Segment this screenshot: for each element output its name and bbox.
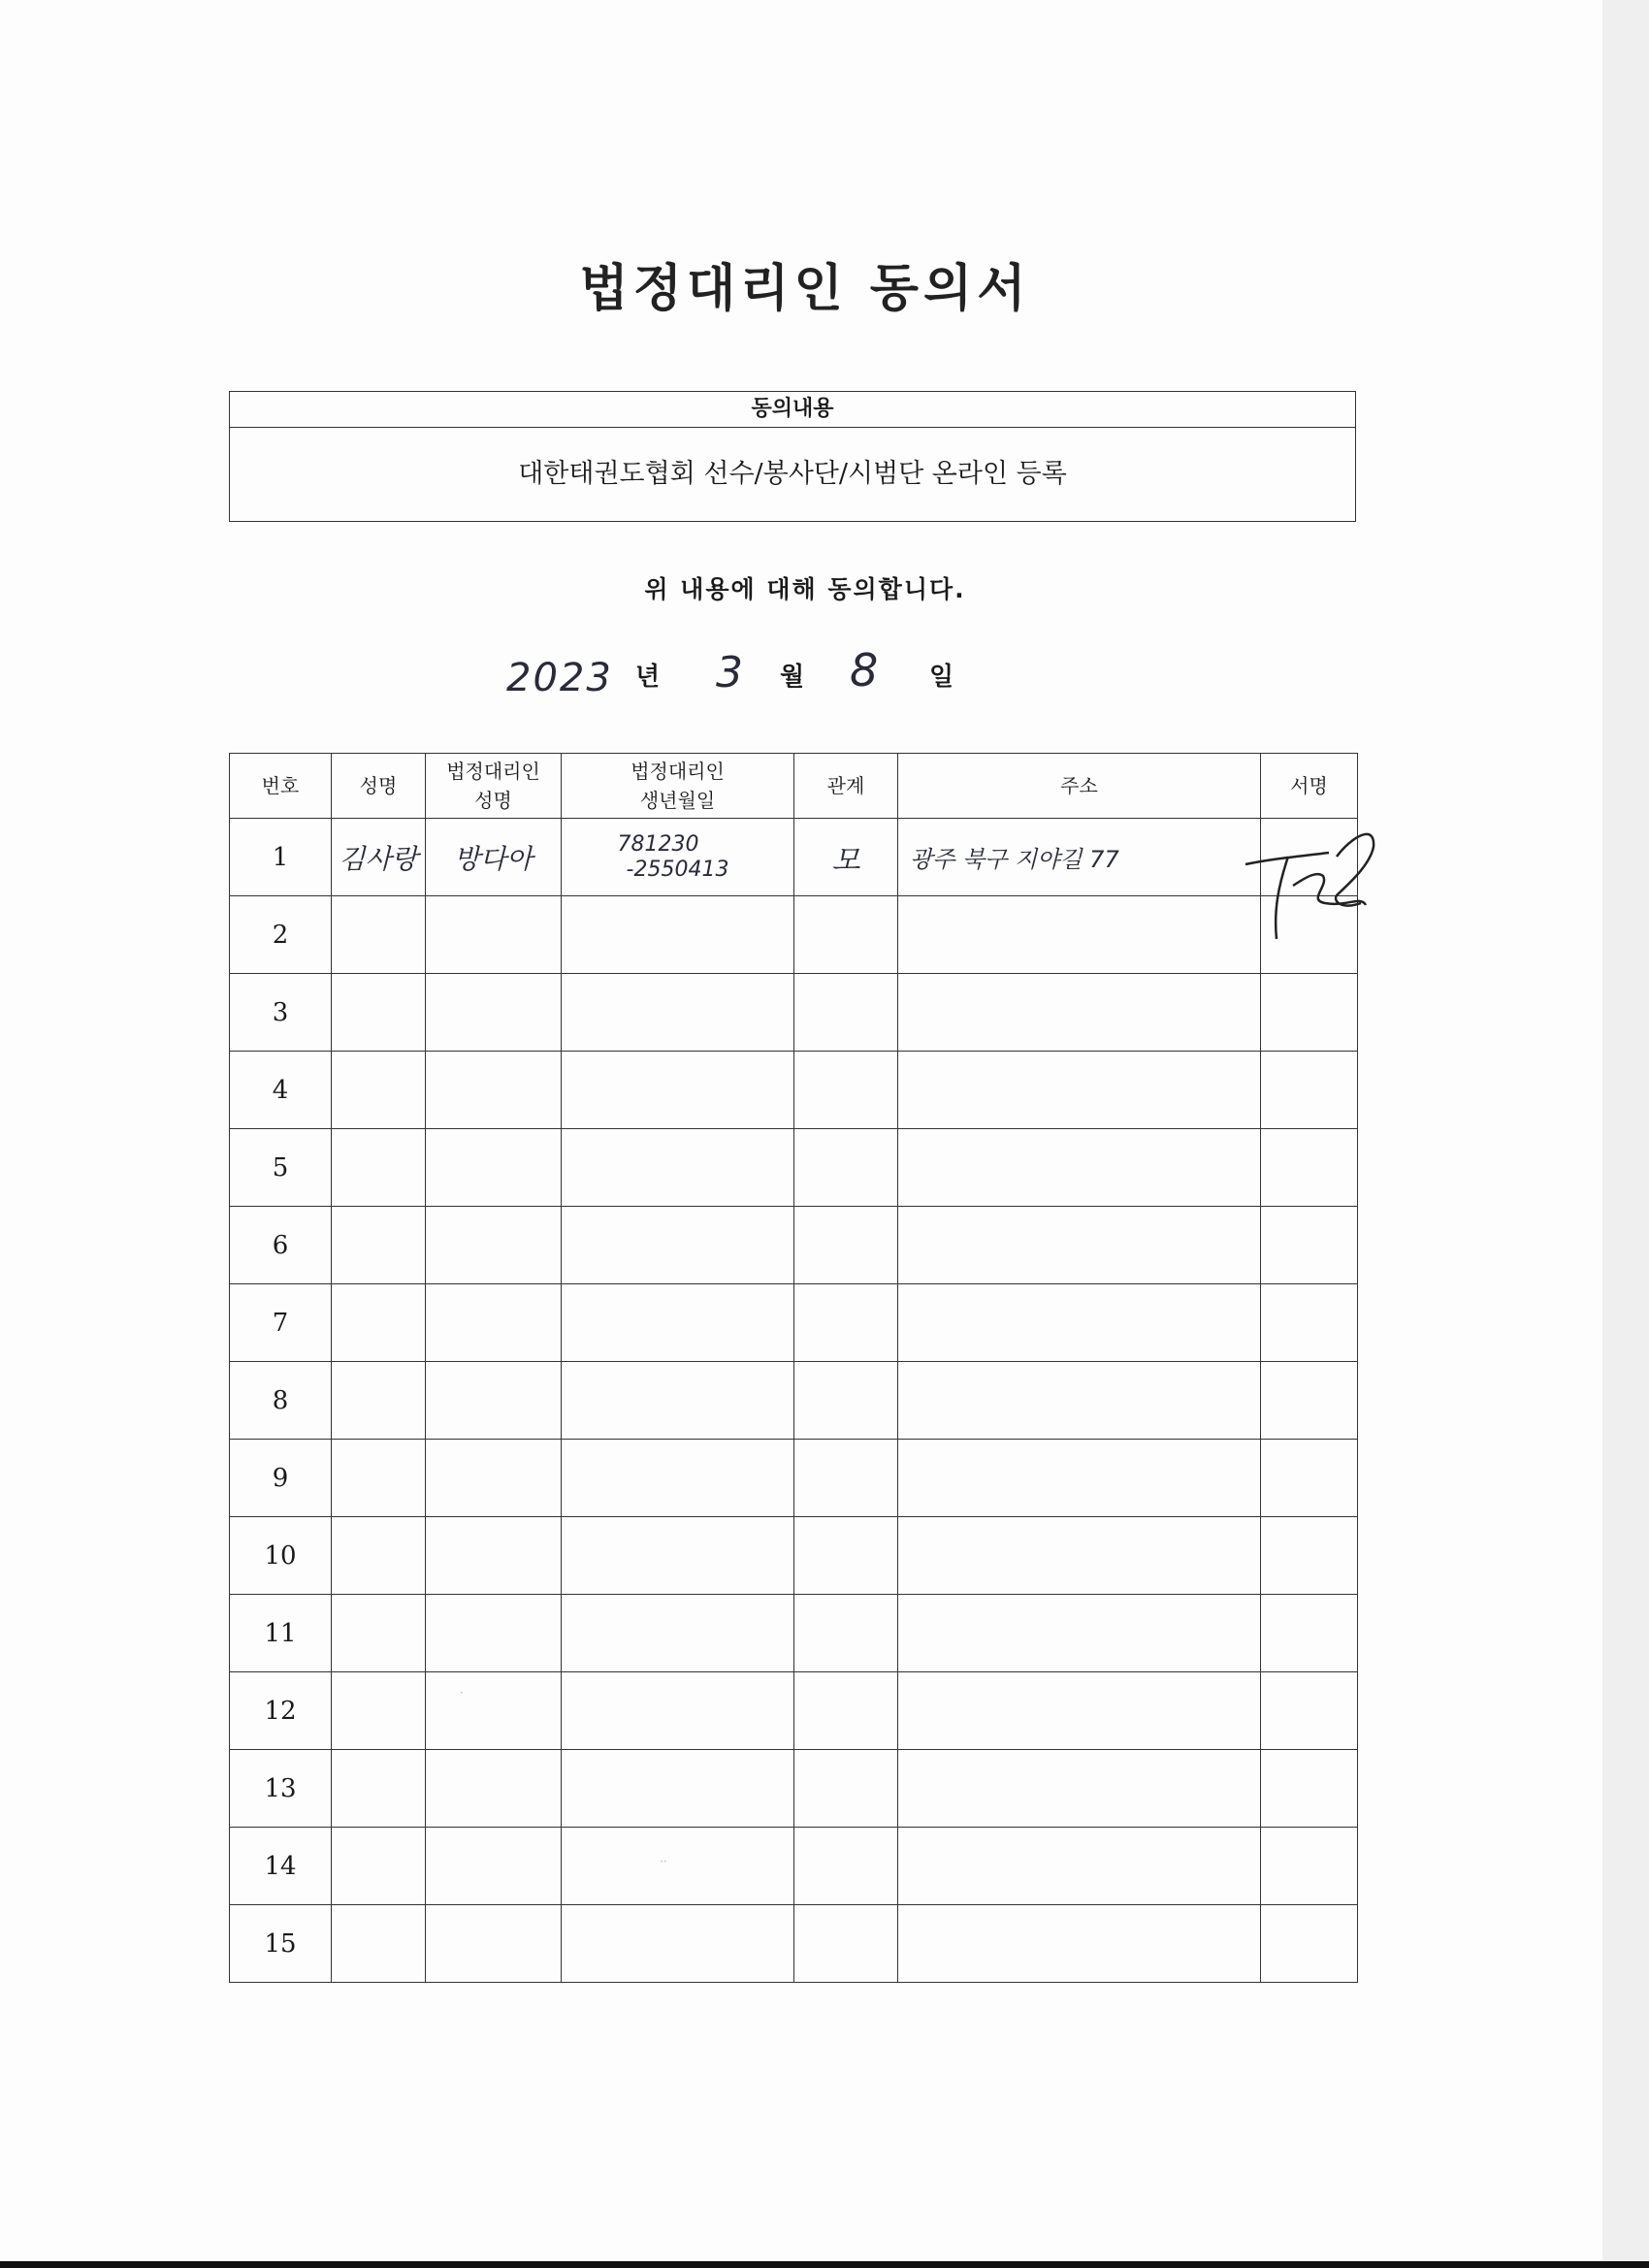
date-day-label: 일 xyxy=(929,663,954,692)
cell-address xyxy=(898,1750,1261,1828)
cell-address xyxy=(898,1362,1261,1440)
cell-signature xyxy=(1261,1207,1358,1284)
cell-relation xyxy=(794,1672,898,1750)
cell-signature xyxy=(1261,974,1358,1052)
cell-guardian-birthdate xyxy=(562,1595,794,1672)
table-row xyxy=(230,1905,1358,1983)
table-row xyxy=(230,896,1358,974)
row-number: 4 xyxy=(230,1052,332,1129)
col-header-guardian-name: 법정대리인 성명 xyxy=(426,754,562,819)
cell-relation xyxy=(794,1052,898,1129)
row-number: 13 xyxy=(230,1750,332,1828)
cell-signature xyxy=(1261,1052,1358,1129)
row-number: 3 xyxy=(230,974,332,1052)
row-number: 6 xyxy=(230,1207,332,1284)
cell-signature xyxy=(1261,1440,1358,1517)
table-row xyxy=(230,1362,1358,1440)
cell-signature xyxy=(1261,1828,1358,1905)
cell-guardian-name xyxy=(426,1750,562,1828)
cell-relation xyxy=(794,1828,898,1905)
cell-name xyxy=(332,1517,426,1595)
table-row xyxy=(230,819,1358,896)
cell-guardian-name xyxy=(426,1905,562,1983)
cell-name xyxy=(332,1440,426,1517)
cell-guardian-birthdate xyxy=(562,1672,794,1750)
cell-name xyxy=(332,1750,426,1828)
table-body xyxy=(230,819,1358,1983)
cell-guardian-birthdate xyxy=(562,896,794,974)
cell-signature xyxy=(1261,1129,1358,1207)
cell-relation xyxy=(794,1129,898,1207)
row-number: 10 xyxy=(230,1517,332,1595)
col-header-address: 주소 xyxy=(898,754,1261,819)
cell-signature xyxy=(1261,1905,1358,1983)
cell-guardian-birthdate xyxy=(562,819,794,896)
cell-guardian-name xyxy=(426,974,562,1052)
cell-guardian-birthdate xyxy=(562,1362,794,1440)
cell-relation xyxy=(794,1750,898,1828)
cell-guardian-name xyxy=(426,896,562,974)
date-month-handwritten: 3 xyxy=(716,648,743,697)
date-year-handwritten: 2023 xyxy=(506,656,613,700)
table-row xyxy=(230,1440,1358,1517)
row-number: 15 xyxy=(230,1905,332,1983)
cell-guardian-birthdate xyxy=(562,1828,794,1905)
row-number: 12 xyxy=(230,1672,332,1750)
consent-content: 대한태권도협회 선수/봉사단/시범단 온라인 등록 xyxy=(518,459,1067,489)
cell-name xyxy=(332,896,426,974)
cell-relation xyxy=(794,1517,898,1595)
cell-signature xyxy=(1261,1284,1358,1362)
table-row xyxy=(230,1284,1358,1362)
row-number: 9 xyxy=(230,1440,332,1517)
cell-name xyxy=(332,1828,426,1905)
cell-address xyxy=(898,1905,1261,1983)
table-header-row xyxy=(230,754,1358,819)
scan-edge xyxy=(1602,0,1649,2268)
cell-guardian-birthdate xyxy=(562,1052,794,1129)
cell-name xyxy=(332,1052,426,1129)
cell-relation xyxy=(794,896,898,974)
col-header-signature: 서명 xyxy=(1261,754,1358,819)
cell-guardian-name xyxy=(426,1362,562,1440)
cell-name xyxy=(332,1362,426,1440)
table-row xyxy=(230,1750,1358,1828)
cell-address xyxy=(898,1284,1261,1362)
consent-box xyxy=(229,391,1356,522)
cell-guardian-name xyxy=(426,1284,562,1362)
cell-guardian-name xyxy=(426,1595,562,1672)
table-row xyxy=(230,1595,1358,1672)
cell-guardian-birthdate xyxy=(562,1905,794,1983)
table-row xyxy=(230,1517,1358,1595)
cell-guardian-birthdate xyxy=(562,1517,794,1595)
guardian-birthdate-line-1: 781230 xyxy=(617,831,699,857)
cell-guardian-name xyxy=(426,1052,562,1129)
date-year-label: 년 xyxy=(635,663,661,692)
cell-name xyxy=(332,1905,426,1983)
cell-signature xyxy=(1261,1362,1358,1440)
cell-name xyxy=(332,1595,426,1672)
row-number: 1 xyxy=(230,819,332,896)
guardian-birthdate-line-2: -2550413 xyxy=(626,857,729,882)
col-header-relation: 관계 xyxy=(794,754,898,819)
cell-address: 광주 북구 지야길 77 xyxy=(898,819,1261,896)
cell-signature xyxy=(1261,1750,1358,1828)
cell-address xyxy=(898,896,1261,974)
cell-address xyxy=(898,1828,1261,1905)
row-number: 8 xyxy=(230,1362,332,1440)
cell-guardian-name xyxy=(426,1440,562,1517)
pink-ink-speck: ·· xyxy=(660,1855,667,1868)
cell-guardian-birthdate xyxy=(562,974,794,1052)
cell-address xyxy=(898,1440,1261,1517)
cell-guardian-name xyxy=(426,1129,562,1207)
cell-address xyxy=(898,1129,1261,1207)
cell-name: 김사랑 xyxy=(332,819,426,896)
cell-address xyxy=(898,1052,1261,1129)
date-month-label: 월 xyxy=(780,663,805,692)
table-row xyxy=(230,1052,1358,1129)
cell-signature xyxy=(1261,1672,1358,1750)
cell-guardian-name xyxy=(426,1517,562,1595)
cell-guardian-birthdate xyxy=(562,1129,794,1207)
cell-name xyxy=(332,1284,426,1362)
cell-guardian-name xyxy=(426,1207,562,1284)
cell-signature xyxy=(1261,1595,1358,1672)
cell-relation xyxy=(794,1362,898,1440)
col-header-name: 성명 xyxy=(332,754,426,819)
guardian-table xyxy=(229,753,1358,1983)
cell-guardian-birthdate xyxy=(562,1440,794,1517)
cell-address xyxy=(898,1672,1261,1750)
scan-bottom-edge xyxy=(0,2261,1649,2268)
date-day-handwritten: 8 xyxy=(850,644,879,697)
cell-relation xyxy=(794,1207,898,1284)
cell-relation xyxy=(794,1284,898,1362)
cell-guardian-birthdate xyxy=(562,1750,794,1828)
row-number: 14 xyxy=(230,1828,332,1905)
col-header-number: 번호 xyxy=(230,754,332,819)
agreement-statement: 위 내용에 대해 동의합니다. xyxy=(644,575,966,603)
col-header-guardian-birthdate: 법정대리인 생년월일 xyxy=(562,754,794,819)
cell-guardian-birthdate xyxy=(562,1284,794,1362)
cell-relation xyxy=(794,1595,898,1672)
table-row xyxy=(230,974,1358,1052)
table-row xyxy=(230,1828,1358,1905)
cell-guardian-name: 방다아 xyxy=(426,819,562,896)
row-number: 2 xyxy=(230,896,332,974)
cell-signature xyxy=(1261,1517,1358,1595)
cell-relation xyxy=(794,1905,898,1983)
cell-guardian-birthdate xyxy=(562,1207,794,1284)
pink-ink-speck: · xyxy=(460,1686,464,1700)
cell-relation xyxy=(794,974,898,1052)
cell-address xyxy=(898,1207,1261,1284)
cell-name xyxy=(332,1129,426,1207)
guardian-signature xyxy=(1240,818,1385,944)
table-row xyxy=(230,1207,1358,1284)
cell-relation xyxy=(794,1440,898,1517)
cell-guardian-name xyxy=(426,1828,562,1905)
cell-address xyxy=(898,1517,1261,1595)
row-number: 5 xyxy=(230,1129,332,1207)
row-number: 7 xyxy=(230,1284,332,1362)
cell-name xyxy=(332,1672,426,1750)
consent-header: 동의내용 xyxy=(230,392,1355,428)
cell-guardian-name xyxy=(426,1672,562,1750)
cell-address xyxy=(898,1595,1261,1672)
cell-address xyxy=(898,974,1261,1052)
table-row xyxy=(230,1672,1358,1750)
document-title: 법정대리인 동의서 xyxy=(579,260,1031,318)
cell-name xyxy=(332,974,426,1052)
row-number: 11 xyxy=(230,1595,332,1672)
cell-name xyxy=(332,1207,426,1284)
table-row xyxy=(230,1129,1358,1207)
cell-relation: 모 xyxy=(794,819,898,896)
